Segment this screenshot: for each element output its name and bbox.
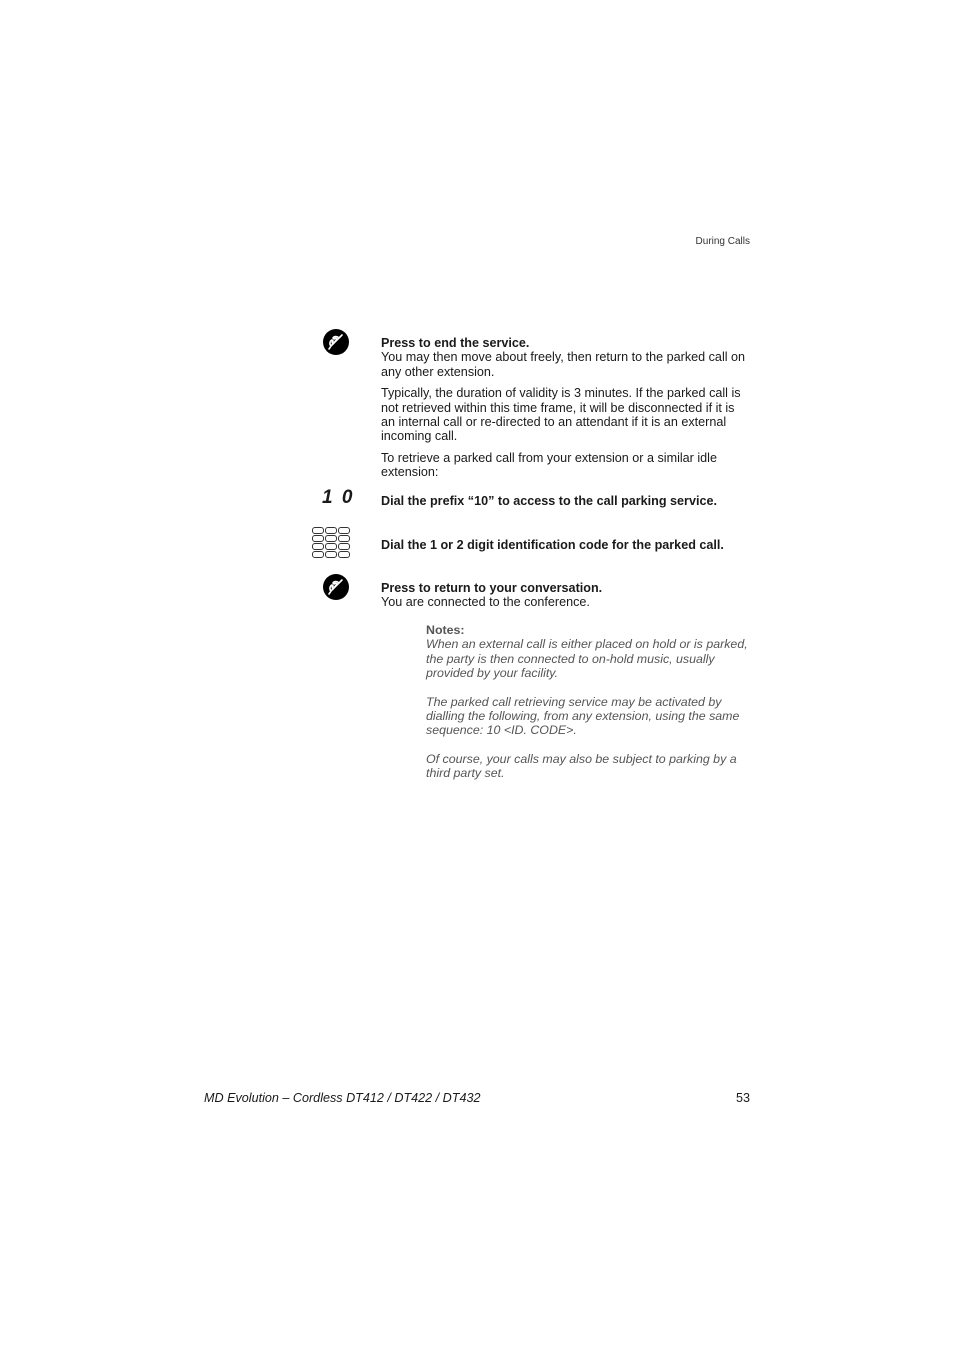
prefix-key-label: 1 0 bbox=[322, 487, 355, 508]
notes-box bbox=[426, 623, 751, 795]
note-item: When an external call is either placed on hold or is parked, the party is then connected to on-hold music, usually provided by your facility. bbox=[426, 637, 748, 681]
step-paragraph: You are connected to the conference. bbox=[381, 595, 590, 610]
step-title: Press to return to your conversation. bbox=[381, 581, 603, 595]
handset-icon bbox=[323, 329, 349, 355]
keypad-icon bbox=[311, 526, 351, 560]
note-item: The parked call retrieving service may be activated by dialling the following, from any extension, using the same sequence: 10 <ID. CODE>. bbox=[426, 694, 740, 738]
step-paragraph: To retrieve a parked call from your extension or a similar idle extension: bbox=[381, 450, 717, 480]
footer-product: MD Evolution – Cordless DT412 / DT422 / DT432 bbox=[204, 1091, 481, 1105]
note-item: Of course, your calls may also be subject to parking by a third party set. bbox=[426, 751, 737, 781]
step-paragraph: You may then move about freely, then return to the parked call on any other extension. bbox=[381, 350, 746, 379]
step-dial-code: Dial the 1 or 2 digit identification code for the parked call. bbox=[381, 538, 724, 552]
step-end-service bbox=[381, 336, 751, 487]
step-title: Press to end the service. bbox=[381, 336, 530, 350]
step-paragraph: Typically, the duration of validity is 3 minutes. If the parked call is not retrieved within this time frame, it will be disconnected if it is an internal call or re-directed to an attendant if it is an external incoming call. bbox=[381, 386, 741, 444]
notes-title: Notes: bbox=[426, 623, 465, 637]
handset-icon bbox=[323, 574, 349, 600]
step-dial-prefix: Dial the prefix “10” to access to the call parking service. bbox=[381, 494, 717, 508]
step-return-conversation bbox=[381, 581, 751, 617]
running-header: During Calls bbox=[695, 236, 750, 247]
page-number: 53 bbox=[735, 1091, 750, 1105]
